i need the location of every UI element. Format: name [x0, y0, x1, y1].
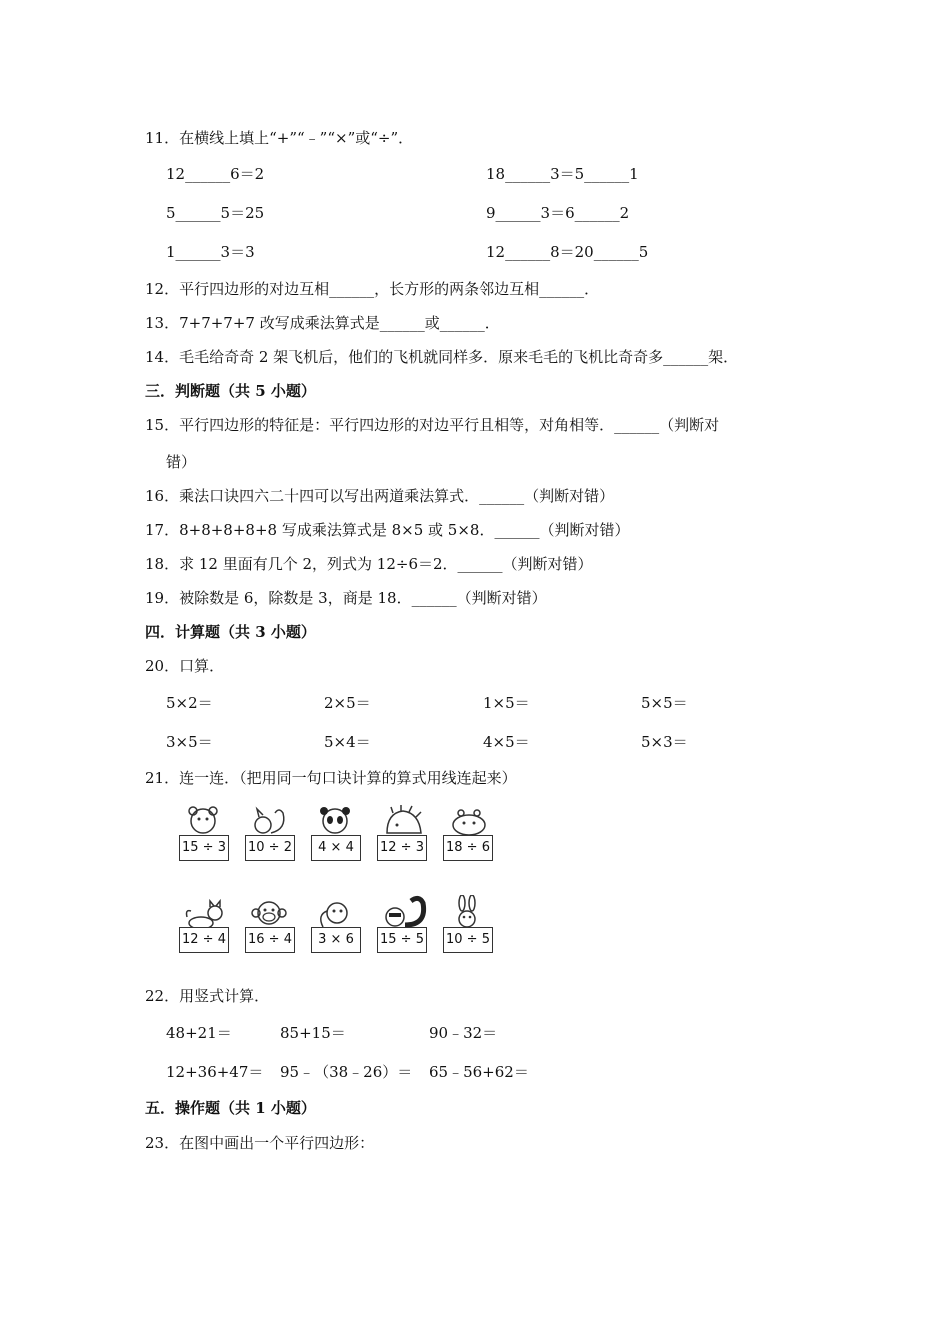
section-5-heading: 五．操作题（共 1 小题）	[145, 1099, 316, 1117]
q11-row1-left: 12______6＝2	[166, 165, 265, 183]
q22-item: 48+21＝	[166, 1024, 232, 1042]
section-4-heading: 四．计算题（共 3 小题）	[145, 623, 316, 641]
cat-icon	[183, 895, 227, 931]
q22-item: 90﹣32＝	[429, 1024, 498, 1042]
q20-item: 2×5＝	[324, 694, 371, 712]
expr-label: 18 ÷ 6	[443, 835, 493, 861]
monkey-icon	[249, 895, 289, 931]
card-bottom-2[interactable]	[241, 895, 297, 953]
q11-row1-right: 18______3＝5______1	[486, 165, 639, 183]
q20-title: 20．口算．	[145, 657, 225, 675]
q13: 13．7+7+7+7 改写成乘法算式是______或______．	[145, 314, 500, 332]
card-top-3[interactable]	[307, 803, 363, 861]
q16: 16．乘法口诀四六二十四可以写出两道乘法算式．______（判断对错）	[145, 487, 615, 505]
q15-line2: 错）	[166, 453, 197, 471]
panda-icon	[315, 803, 355, 839]
q19: 19．被除数是 6，除数是 3，商是 18．______（判断对错）	[145, 589, 547, 607]
card-top-1[interactable]	[175, 803, 231, 861]
expr-label: 16 ÷ 4	[245, 927, 295, 953]
q11-row3-left: 1______3＝3	[166, 243, 255, 261]
q23: 23．在图中画出一个平行四边形：	[145, 1134, 375, 1152]
raccoon-icon	[381, 895, 429, 931]
card-bottom-4[interactable]	[373, 895, 429, 953]
expr-label: 15 ÷ 5	[377, 927, 427, 953]
q20-item: 5×4＝	[324, 733, 371, 751]
q14: 14．毛毛给奇奇 2 架飞机后，他们的飞机就同样多．原来毛毛的飞机比奇奇多______架．	[145, 348, 739, 366]
q21-title: 21．连一连．（把用同一句口诀计算的算式用线连起来）	[145, 769, 517, 787]
card-bottom-3[interactable]	[307, 895, 363, 953]
expr-label: 10 ÷ 5	[443, 927, 493, 953]
q20-item: 5×5＝	[641, 694, 688, 712]
q11-row2-right: 9______3＝6______2	[486, 204, 630, 222]
q21-matching-figure	[165, 795, 505, 959]
q18: 18．求 12 里面有几个 2，列式为 12÷6＝2．______（判断对错）	[145, 555, 593, 573]
expr-label: 12 ÷ 3	[377, 835, 427, 861]
squirrel-icon	[249, 803, 289, 839]
expr-label: 4 × 4	[311, 835, 361, 861]
expr-label: 3 × 6	[311, 927, 361, 953]
section-3-heading: 三．判断题（共 5 小题）	[145, 382, 316, 400]
q20-item: 1×5＝	[483, 694, 530, 712]
hippo-icon	[447, 803, 491, 839]
bear-icon	[183, 803, 223, 839]
q22-item: 12+36+47＝	[166, 1063, 264, 1081]
q22-item: 65﹣56+62＝	[429, 1063, 529, 1081]
q11-row3-right: 12______8＝20______5	[486, 243, 649, 261]
q12: 12．平行四边形的对边互相______，长方形的两条邻边互相______．	[145, 280, 600, 298]
q20-item: 5×3＝	[641, 733, 688, 751]
card-top-2[interactable]	[241, 803, 297, 861]
q20-item: 3×5＝	[166, 733, 213, 751]
q22-title: 22．用竖式计算．	[145, 987, 270, 1005]
card-top-4[interactable]	[373, 803, 429, 861]
q17: 17．8+8+8+8+8 写成乘法算式是 8×5 或 5×8．______（判断对错）	[145, 521, 630, 539]
q22-item: 95﹣（38﹣26）＝	[280, 1063, 413, 1081]
q11-row2-left: 5______5＝25	[166, 204, 265, 222]
card-top-5[interactable]	[439, 803, 495, 861]
q20-item: 4×5＝	[483, 733, 530, 751]
chipmunk-icon	[315, 895, 355, 931]
expr-label: 12 ÷ 4	[179, 927, 229, 953]
q20-item: 5×2＝	[166, 694, 213, 712]
hedgehog-icon	[381, 803, 425, 839]
card-bottom-1[interactable]	[175, 895, 231, 953]
expr-label: 10 ÷ 2	[245, 835, 295, 861]
q15-line1: 15．平行四边形的特征是：平行四边形的对边平行且相等，对角相等．______（判断对	[145, 416, 720, 434]
q22-item: 85+15＝	[280, 1024, 346, 1042]
rabbit-icon	[447, 895, 487, 931]
q11-title: 11．在横线上填上“+”“﹣”“×”或“÷”．	[145, 129, 414, 147]
expr-label: 15 ÷ 3	[179, 835, 229, 861]
card-bottom-5[interactable]	[439, 895, 495, 953]
